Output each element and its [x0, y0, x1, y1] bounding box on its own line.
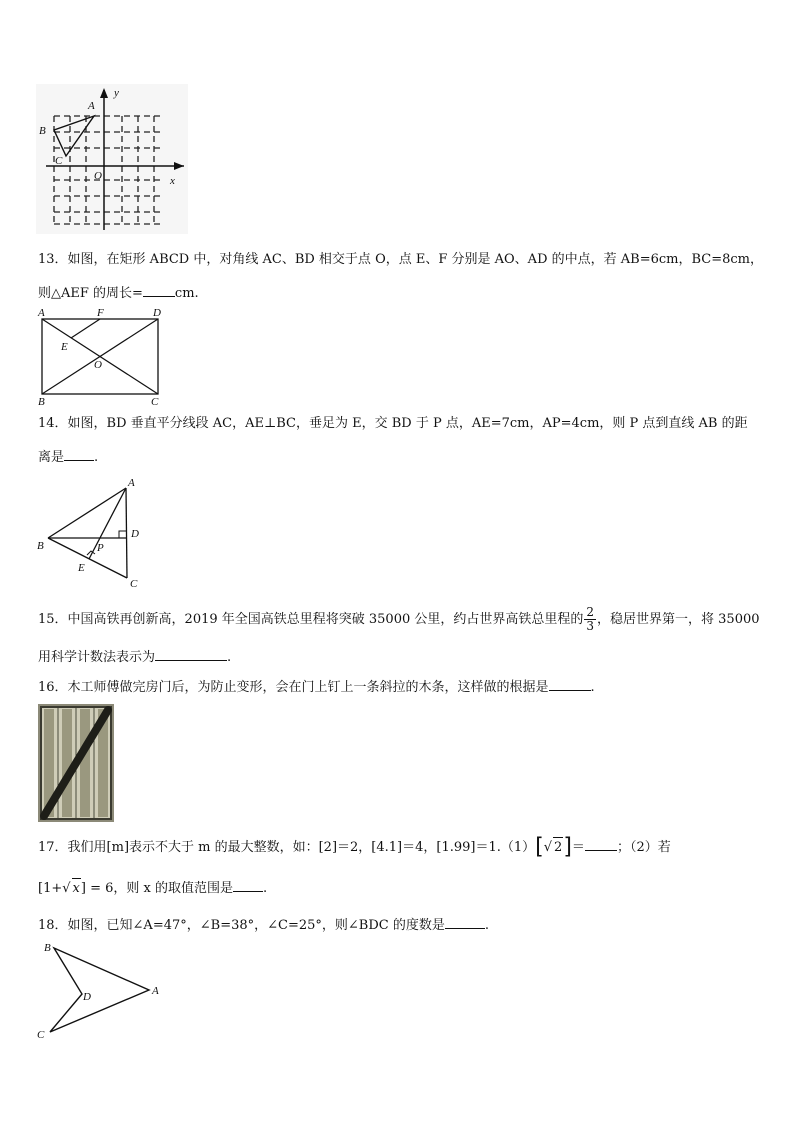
- fraction-denominator: 3: [586, 619, 595, 633]
- door-photo-figure: [38, 704, 114, 822]
- label-A: A: [152, 985, 159, 997]
- radical-icon: √: [62, 881, 71, 896]
- label-O: O: [94, 170, 102, 182]
- right-angle-mark-d: [119, 531, 126, 538]
- question-15-line1: [38, 606, 760, 633]
- label-A: A: [38, 307, 45, 319]
- question-16-line1: [38, 676, 595, 698]
- label-F: F: [97, 307, 104, 319]
- q15-line2-post: .: [227, 650, 232, 665]
- label-B: B: [44, 942, 51, 954]
- sqrt-2-argument: 2: [553, 837, 563, 858]
- q17-equals: ＝: [571, 840, 585, 855]
- q16-text-pre: 16．木工师傅做完房门后，为防止变形，会在门上钉上一条斜拉的木条，这样做的根据是: [38, 680, 549, 695]
- label-D: D: [83, 991, 91, 1003]
- label-A: A: [88, 100, 95, 112]
- question-18-line1: [38, 914, 489, 936]
- fraction-two-thirds: [584, 606, 596, 633]
- fraction-numerator: 2: [586, 605, 595, 619]
- label-C: C: [151, 396, 159, 408]
- label-C: C: [37, 1029, 45, 1041]
- right-bracket: ]: [563, 834, 572, 860]
- label-B: B: [37, 540, 44, 552]
- label-x: x: [170, 175, 175, 187]
- radical-icon: √: [543, 840, 553, 855]
- question-17-line1: [38, 836, 671, 858]
- q13-answer-blank: [143, 282, 175, 297]
- q15-answer-blank: [155, 646, 227, 661]
- q14-answer-blank: [64, 446, 94, 461]
- label-B: B: [38, 396, 45, 408]
- left-bracket: [: [535, 834, 544, 860]
- segment-bc: [48, 538, 127, 578]
- label-B: B: [39, 125, 46, 137]
- label-E: E: [78, 562, 85, 574]
- triangle-figure-q14: [34, 474, 154, 594]
- segment-ac: [126, 488, 127, 578]
- q14-text-post: .: [94, 450, 99, 465]
- q17-line2-b: ] = 6，则 x 的取值范围是: [80, 881, 233, 896]
- q17-text-post: ；（2）若: [616, 840, 671, 855]
- coordinate-grid-figure: [36, 84, 188, 234]
- label-D: D: [131, 528, 139, 540]
- dart-figure-q18: [34, 938, 174, 1042]
- q14-text-pre: 离是: [38, 450, 65, 465]
- q13-text-pre: 则△AEF 的周长=: [38, 286, 143, 301]
- label-O: O: [94, 359, 102, 371]
- q13-text-post: cm.: [174, 286, 199, 301]
- q17-text-pre: 17．我们用[m]表示不大于 m 的最大整数，如：[2]＝2，[4.1]＝4，[1.99]＝1.（1）: [38, 840, 536, 855]
- question-14-line2: [38, 446, 98, 468]
- question-13-line1: 13．如图，在矩形 ABCD 中，对角线 AC、BD 相交于点 O，点 E、F 分别是 AO、AD 的中点，若 AB=6cm，BC=8cm，: [38, 252, 763, 267]
- segment-ab: [48, 488, 126, 538]
- label-P: P: [97, 542, 104, 554]
- q17-line2-a: [1+: [38, 881, 63, 896]
- rectangle-figure: [34, 305, 169, 409]
- label-D: D: [153, 307, 161, 319]
- q17-answer-blank-2: [233, 877, 263, 892]
- q18-text-post: .: [484, 918, 490, 933]
- label-A: A: [128, 477, 135, 489]
- label-C: C: [55, 155, 63, 167]
- sqrt-x-argument: x: [72, 878, 81, 899]
- question-15-line2: [38, 646, 231, 668]
- question-13-line2: [38, 282, 199, 304]
- q15-text-pre: 15．中国高铁再创新高，2019 年全国高铁总里程将突破 35000 公里，约占世界高铁总里程的: [38, 612, 584, 627]
- question-14-line1: 14．如图，BD 垂直平分线段 AC，AE⊥BC，垂足为 E，交 BD 于 P 点，AE=7cm，AP=4cm，则 P 点到直线 AB 的距: [38, 416, 748, 431]
- q15-line2-pre: 用科学计数法表示为: [38, 650, 156, 665]
- q15-text-post: ，稳居世界第一，将 35000: [597, 612, 760, 627]
- q17-line2-post: .: [263, 881, 268, 896]
- q16-text-post: .: [590, 680, 595, 695]
- segment-ae: [89, 488, 126, 559]
- segment-ef: [71, 319, 100, 338]
- q18-answer-blank: [445, 914, 485, 929]
- label-y: y: [114, 87, 119, 99]
- question-17-line2: [38, 877, 267, 899]
- label-E: E: [61, 341, 68, 353]
- label-C: C: [130, 578, 138, 590]
- q18-text-pre: 18．如图，已知∠A=47°，∠B=38°，∠C=25°，则∠BDC 的度数是: [38, 918, 445, 933]
- q17-answer-blank-1: [585, 836, 617, 851]
- q16-answer-blank: [549, 676, 591, 691]
- quadrilateral-abdc: [50, 948, 149, 1032]
